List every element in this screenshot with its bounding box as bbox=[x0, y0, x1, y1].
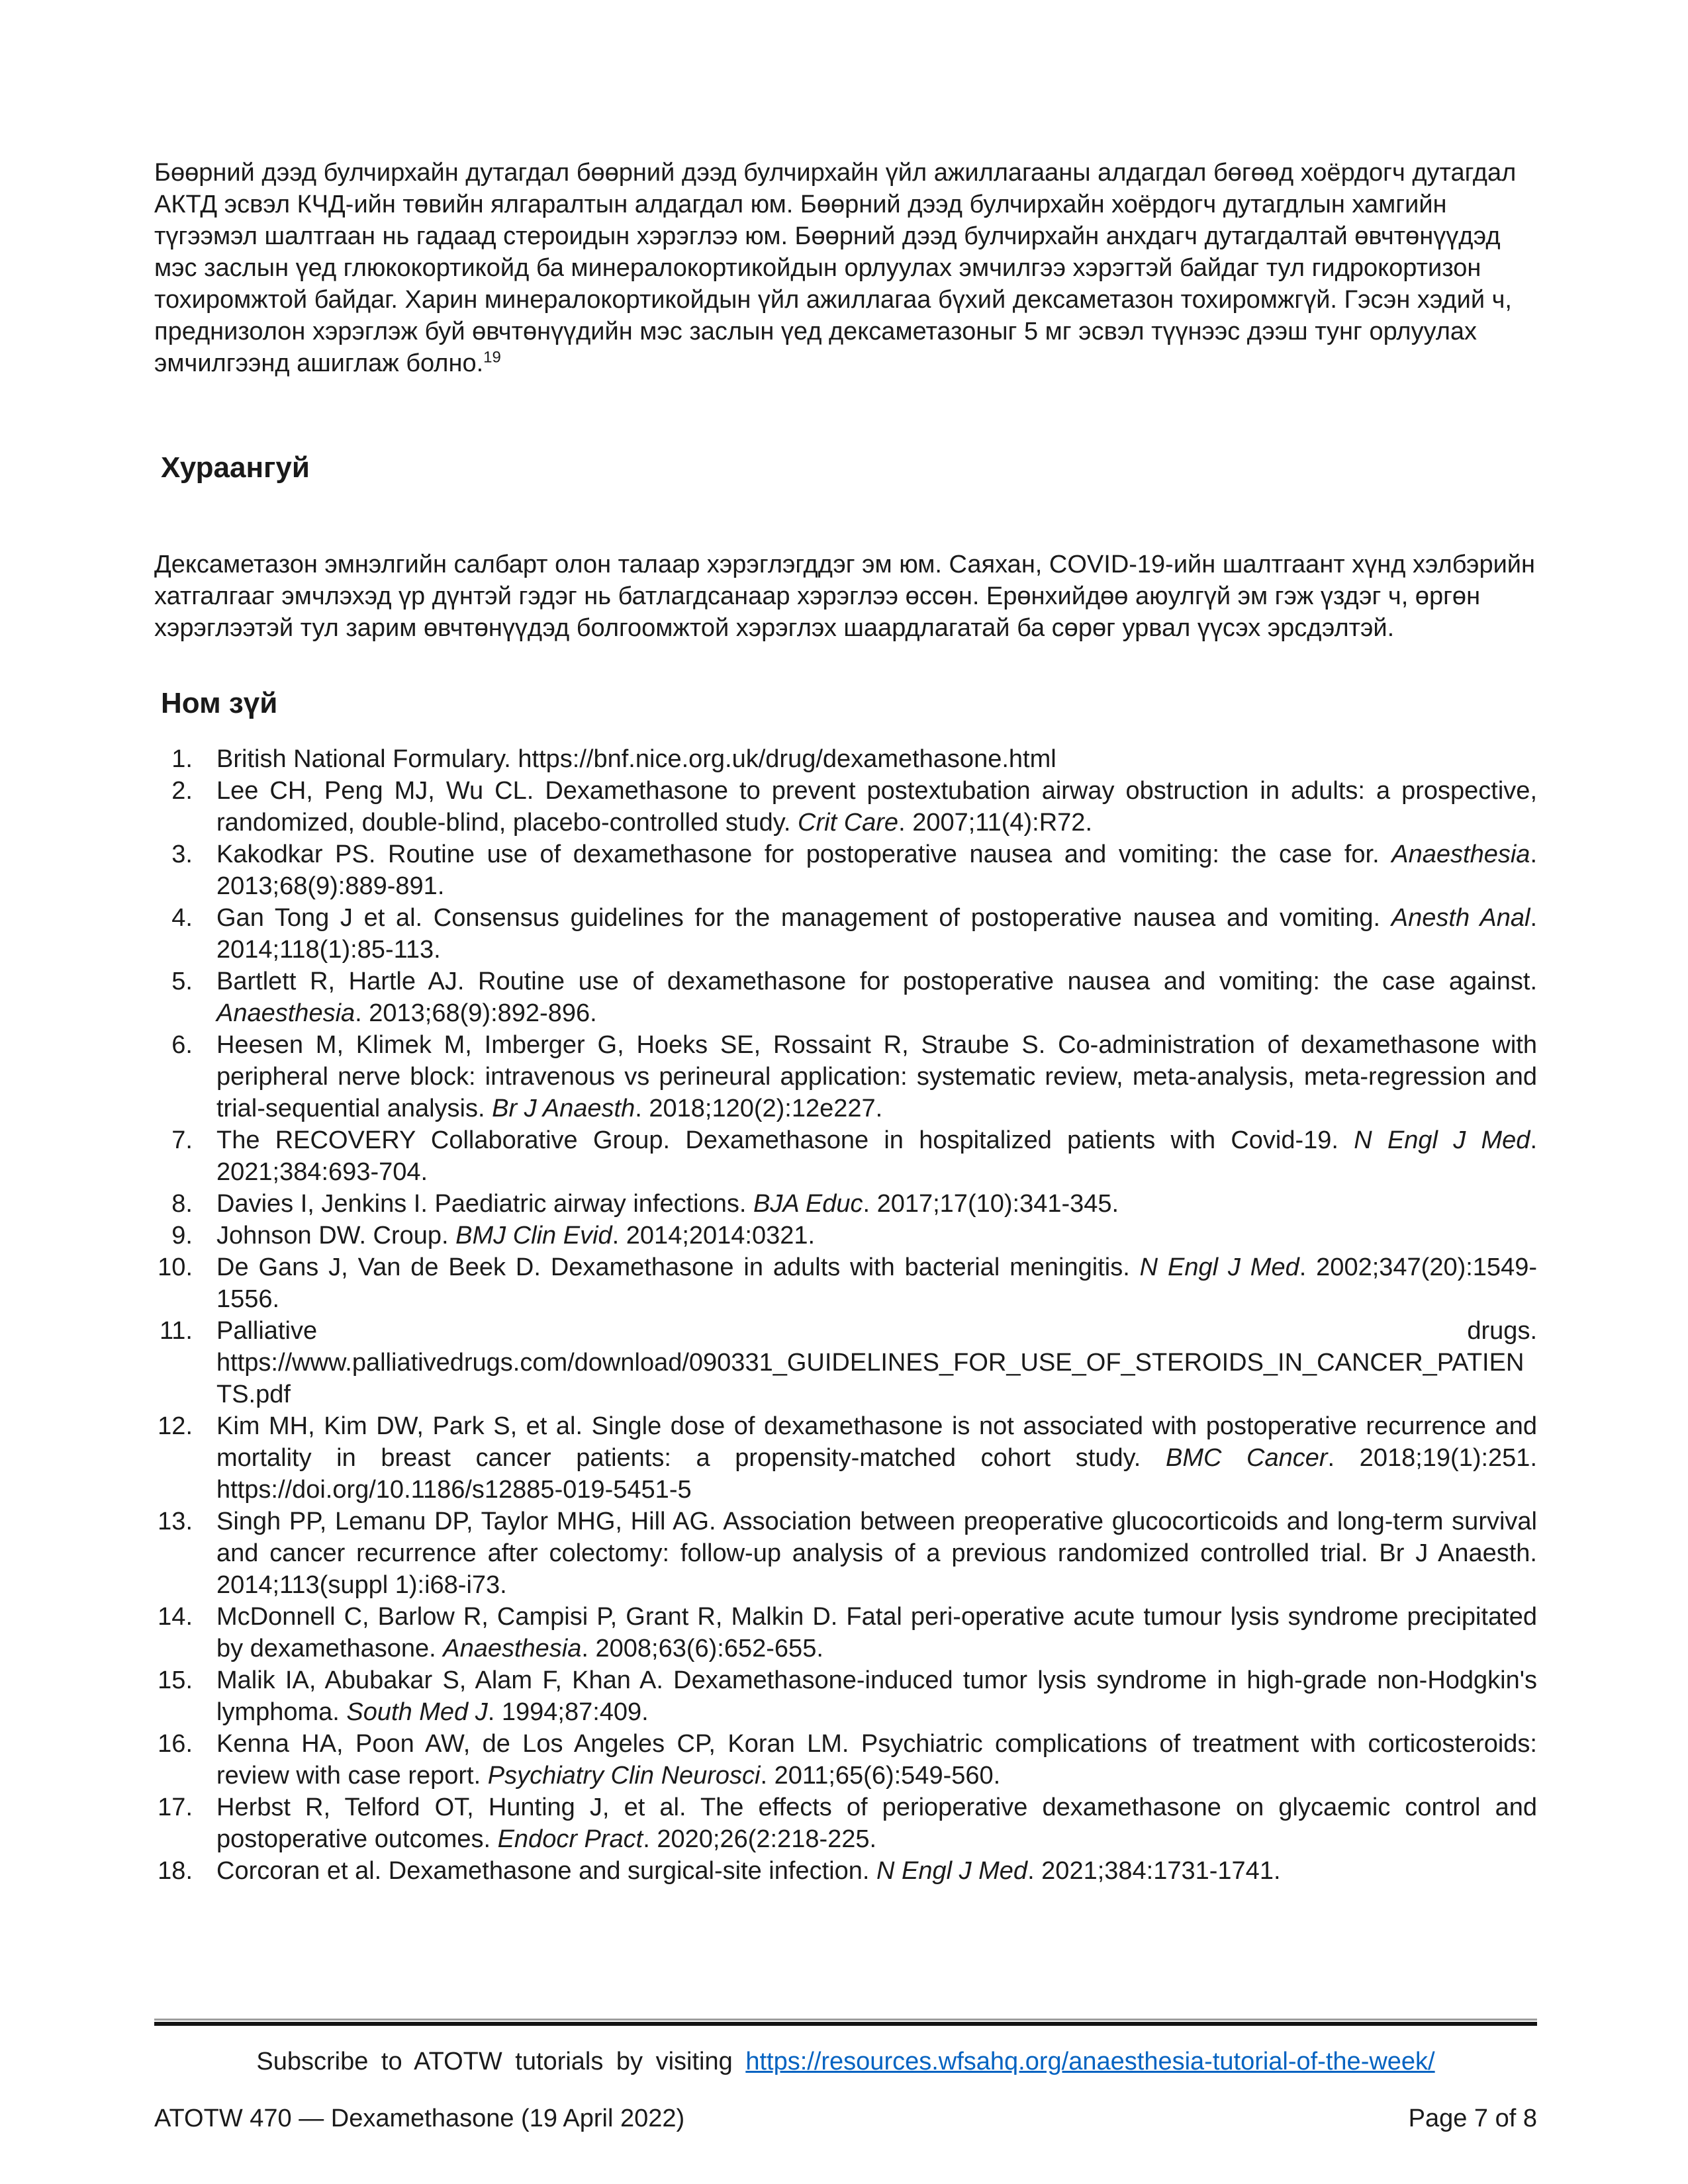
reference-number: 11. bbox=[159, 1317, 193, 1345]
reference-number: 4. bbox=[171, 904, 193, 932]
text-run: . 2017;17(10):341-345. bbox=[863, 1190, 1119, 1218]
text-run: . 2021;384:1731-1741. bbox=[1027, 1857, 1281, 1885]
reference-item bbox=[154, 1251, 1537, 1315]
reference-text bbox=[216, 1124, 1537, 1188]
italic-run: BJA Educ bbox=[753, 1190, 863, 1218]
reference-number: 1. bbox=[171, 745, 193, 773]
text-run: . 2018;120(2):12e227. bbox=[635, 1095, 883, 1122]
reference-item bbox=[154, 1728, 1537, 1792]
reference-text bbox=[216, 775, 1537, 839]
reference-item bbox=[154, 1792, 1537, 1855]
text-run: . 2002;347(20):1549-1556. bbox=[216, 1253, 1537, 1313]
page-content bbox=[154, 157, 1537, 1887]
subscribe-link[interactable]: https://resources.wfsahq.org/anaesthesia-tutorial-of-the-week/ bbox=[745, 2048, 1435, 2075]
reference-text bbox=[216, 1220, 1537, 1251]
text-run: . 2014;2014:0321. bbox=[612, 1222, 816, 1250]
italic-run: Br J Anaesth bbox=[492, 1095, 635, 1122]
text-run: McDonnell C, Barlow R, Campisi P, Grant R, Malkin D. Fatal peri-operative acute tumour lysis syndrome precipitated by dexamethasone. bbox=[216, 1603, 1537, 1662]
reference-text bbox=[216, 839, 1537, 902]
reference-number: 6. bbox=[171, 1031, 193, 1059]
italic-run: Anaesthesia bbox=[443, 1635, 582, 1662]
footer-divider bbox=[154, 2019, 1537, 2026]
text-run: Subscribe to ATOTW tutorials by visiting bbox=[256, 2048, 746, 2075]
text-run: Corcoran et al. Dexamethasone and surgical-site infection. bbox=[216, 1857, 876, 1885]
text-run: Palliative drugs. https://www.palliativedrugs.com/download/090331_GUIDELINES_FOR_USE_OF_STEROIDS_IN_CANCER_PATIENTS.pdf bbox=[216, 1317, 1537, 1408]
text-run: . 2021;384:693-704. bbox=[216, 1126, 1537, 1186]
reference-number: 15. bbox=[158, 1666, 193, 1694]
reference-item bbox=[154, 1855, 1537, 1887]
reference-number: 3. bbox=[171, 841, 193, 868]
reference-number: 8. bbox=[171, 1190, 193, 1218]
reference-number: 18. bbox=[158, 1857, 193, 1885]
intro-paragraph bbox=[154, 157, 1537, 379]
text-run: Malik IA, Abubakar S, Alam F, Khan A. Dexamethasone-induced tumor lysis syndrome in high-grade non-Hodgkin's lymphoma. bbox=[216, 1666, 1537, 1726]
footer-divider-dark-line bbox=[154, 2022, 1537, 2026]
text-run: . 1994;87:409. bbox=[487, 1698, 649, 1726]
italic-run: South Med J bbox=[346, 1698, 488, 1726]
reference-number: 9. bbox=[171, 1222, 193, 1250]
text-run: Heesen M, Klimek M, Imberger G, Hoeks SE, Rossaint R, Straube S. Co-administration of dexamethasone with peripheral nerve block: intravenous vs perineural application: systematic review, meta-analysis, meta-regression and trial-sequential analysis. bbox=[216, 1031, 1537, 1122]
text-run: . 2011;65(6):549-560. bbox=[760, 1762, 1001, 1790]
italic-run: Crit Care bbox=[798, 809, 899, 837]
italic-run: N Engl J Med bbox=[876, 1857, 1028, 1885]
reference-number: 7. bbox=[171, 1126, 193, 1154]
reference-item bbox=[154, 1029, 1537, 1124]
reference-item bbox=[154, 1410, 1537, 1506]
reference-text bbox=[216, 1315, 1537, 1410]
footer-page-number: Page 7 of 8 bbox=[1408, 2105, 1537, 2132]
text-run: Singh PP, Lemanu DP, Taylor MHG, Hill AG. Association between preoperative glucocorticoids and long-term survival and cancer recurrence after colectomy: follow-up analysis of a previous randomized controlled trial. Br J Anaesth. 2014;113(suppl 1):i68-i73. bbox=[216, 1508, 1537, 1599]
reference-number: 17. bbox=[158, 1794, 193, 1821]
reference-text bbox=[216, 1410, 1537, 1506]
reference-number: 16. bbox=[158, 1730, 193, 1758]
italic-run: BMJ Clin Evid bbox=[455, 1222, 612, 1250]
reference-number: 13. bbox=[158, 1508, 193, 1535]
text-run: Bartlett R, Hartle AJ. Routine use of dexamethasone for postoperative nausea and vomiting: the case against. bbox=[216, 968, 1537, 995]
reference-item bbox=[154, 1506, 1537, 1601]
text-run: Lee CH, Peng MJ, Wu CL. Dexamethasone to prevent postextubation airway obstruction in adults: a prospective, randomized, double-blind, placebo-controlled study. bbox=[216, 777, 1537, 837]
subscribe-line bbox=[154, 2046, 1537, 2077]
text-run: . 2018;19(1):251. https://doi.org/10.1186/s12885-019-5451-5 bbox=[216, 1444, 1537, 1504]
text-run: . 2007;11(4):R72. bbox=[898, 809, 1093, 837]
reference-item bbox=[154, 1220, 1537, 1251]
reference-text bbox=[216, 1855, 1537, 1887]
reference-item bbox=[154, 775, 1537, 839]
text-run: Kenna HA, Poon AW, de Los Angeles CP, Koran LM. Psychiatric complications of treatment with corticosteroids: review with case report. bbox=[216, 1730, 1537, 1790]
italic-run: Endocr Pract bbox=[497, 1825, 643, 1853]
text-run: De Gans J, Van de Beek D. Dexamethasone in adults with bacterial meningitis. bbox=[216, 1253, 1140, 1281]
reference-text bbox=[216, 1506, 1537, 1601]
reference-text bbox=[216, 1251, 1537, 1315]
superscript-reference: 19 bbox=[483, 348, 501, 367]
text-run: Davies I, Jenkins I. Paediatric airway infections. bbox=[216, 1190, 754, 1218]
text-run: . 2008;63(6):652-655. bbox=[581, 1635, 823, 1662]
text-run: British National Formulary. https://bnf.nice.org.uk/drug/dexamethasone.html bbox=[216, 745, 1056, 773]
reference-item bbox=[154, 1124, 1537, 1188]
italic-run: Psychiatry Clin Neurosci bbox=[487, 1762, 761, 1790]
text-run: The RECOVERY Collaborative Group. Dexamethasone in hospitalized patients with Covid-19. bbox=[216, 1126, 1354, 1154]
reference-text bbox=[216, 743, 1537, 775]
reference-number: 5. bbox=[171, 968, 193, 995]
footer-doc-id: ATOTW 470 — Dexamethasone (19 April 2022) bbox=[154, 2105, 685, 2132]
reference-item bbox=[154, 1664, 1537, 1728]
italic-run: Anesth Anal bbox=[1391, 904, 1530, 932]
italic-run: N Engl J Med bbox=[1354, 1126, 1530, 1154]
reference-item bbox=[154, 839, 1537, 902]
reference-item bbox=[154, 1188, 1537, 1220]
reference-item bbox=[154, 966, 1537, 1029]
reference-text bbox=[216, 1664, 1537, 1728]
reference-text bbox=[216, 1029, 1537, 1124]
reference-number: 14. bbox=[158, 1603, 193, 1631]
footer-meta-row bbox=[154, 2103, 1537, 2134]
summary-heading: Хураангуй bbox=[161, 451, 310, 484]
italic-run: BMC Cancer bbox=[1165, 1444, 1328, 1472]
text-run: . 2013;68(9):892-896. bbox=[355, 999, 597, 1027]
reference-item bbox=[154, 902, 1537, 966]
text-run: Бөөрний дээд булчирхайн дутагдал бөөрний дээд булчирхайн үйл ажиллагааны алдагдал бөгөөд хоёрдогч дутагдал АКТД эсвэл КЧД-ийн төвийн ялгаралтын алдагдал юм. Бөөрний дээд булчирхайн хоёрдогч дутагдлын хамгийн түгээмэл шалтгаан нь гадаад стероидын хэрэглээ юм. Бөөрний дээд булчирхайн анхдагч дутагдалтай өвчтөнүүдэд мэс заслын үед глюкокортикойд ба минералокортикойдын орлуулах эмчилгээ хэрэгтэй байдаг тул гидрокортизон тохиромжтой байдаг. Харин минералокортикойдын үйл ажиллагаа бүхий дексаметазон тохиромжгүй. Гэсэн хэдий ч, преднизолон хэрэглэж буй өвчтөнүүдийн мэс заслын үед дексаметазоныг 5 мг эсвэл түүнээс дээш тунг орлуулах эмчилгээнд ашиглаж болно. bbox=[154, 159, 1517, 377]
reference-text bbox=[216, 966, 1537, 1029]
text-run: Herbst R, Telford OT, Hunting J, et al. The effects of perioperative dexamethasone on glycaemic control and postoperative outcomes. bbox=[216, 1794, 1537, 1853]
reference-text bbox=[216, 902, 1537, 966]
reference-number: 10. bbox=[158, 1253, 193, 1281]
italic-run: N Engl J Med bbox=[1139, 1253, 1299, 1281]
italic-run: Anaesthesia bbox=[216, 999, 355, 1027]
reference-number: 12. bbox=[158, 1412, 193, 1440]
reference-item bbox=[154, 1315, 1537, 1410]
references-heading: Ном зүй bbox=[161, 687, 278, 719]
page-footer bbox=[154, 2019, 1537, 2134]
text-run: . 2013;68(9):889-891. bbox=[216, 841, 1537, 900]
reference-item bbox=[154, 1601, 1537, 1664]
italic-run: Anaesthesia bbox=[1391, 841, 1530, 868]
reference-text bbox=[216, 1601, 1537, 1664]
reference-text bbox=[216, 1188, 1537, 1220]
text-run: Kim MH, Kim DW, Park S, et al. Single dose of dexamethasone is not associated with postoperative recurrence and mortality in breast cancer patients: a propensity-matched cohort study. bbox=[216, 1412, 1537, 1472]
text-run: . 2014;118(1):85-113. bbox=[216, 904, 1537, 964]
text-run: Kakodkar PS. Routine use of dexamethasone for postoperative nausea and vomiting: the case for. bbox=[216, 841, 1392, 868]
text-run: . 2020;26(2:218-225. bbox=[643, 1825, 877, 1853]
reference-list bbox=[154, 743, 1537, 1887]
text-run: Gan Tong J et al. Consensus guidelines for the management of postoperative nausea and vomiting. bbox=[216, 904, 1391, 932]
reference-item bbox=[154, 743, 1537, 775]
text-run: Johnson DW. Croup. bbox=[216, 1222, 456, 1250]
reference-number: 2. bbox=[171, 777, 193, 805]
reference-text bbox=[216, 1792, 1537, 1855]
summary-paragraph: Дексаметазон эмнэлгийн салбарт олон талаар хэрэглэгддэг эм юм. Саяхан, COVID-19-ийн шалтгаант хүнд хэлбэрийн хатгалгааг эмчлэхэд үр дүнтэй гэдэг нь батлагдсанаар хэрэглээ өссөн. Ерөнхийдөө аюулгүй эм гэж үздэг ч, өргөн хэрэглээтэй тул зарим өвчтөнүүдэд болгоомжтой хэрэглэх шаардлагатай ба сөрөг урвал үүсэх эрсдэлтэй. bbox=[154, 551, 1536, 642]
reference-text bbox=[216, 1728, 1537, 1792]
